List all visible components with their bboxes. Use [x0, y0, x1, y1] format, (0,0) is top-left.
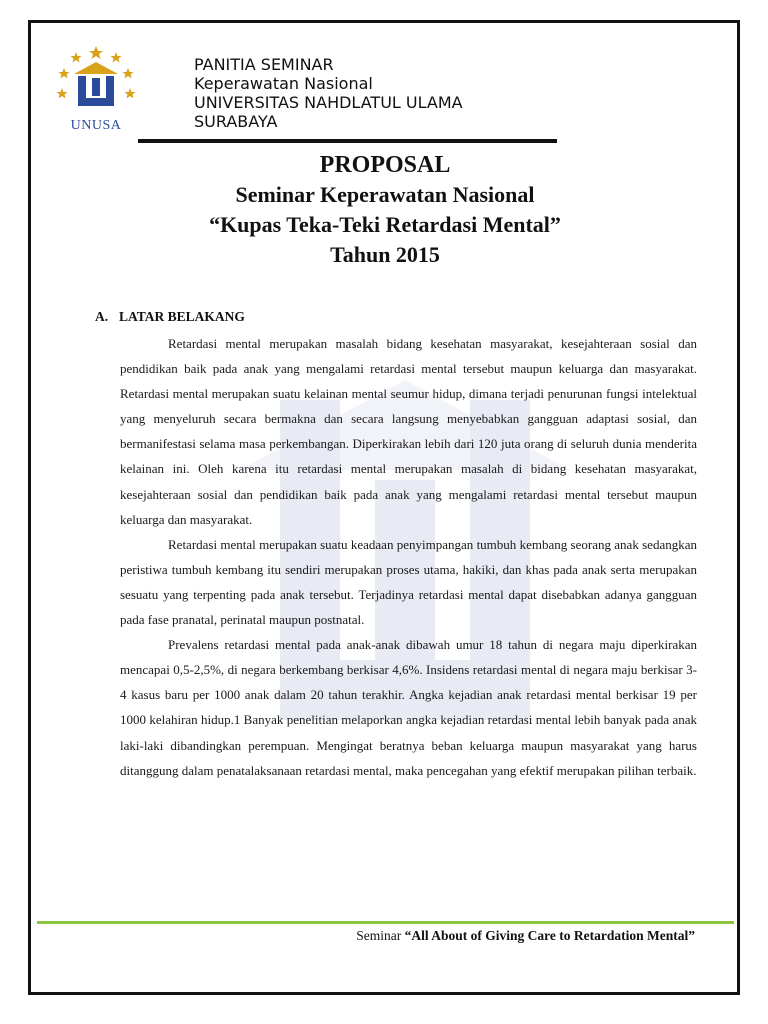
paragraph-1: Retardasi mental merupakan masalah bidang kesehatan masyarakat, kesejahteraan sosial dan pendidikan baik pada anak yang mengalami retardasi mental tersebut maupun keluarga dan masyarakat. Retardasi mental merupakan suatu kelainan mental seumur hidup, dimana terjadi penurunan fungsi intelektual yang menyeluruh secara bermakna dan secara langsung menyebabkan gangguan adaptasi sosial, dan bermanifestasi selama masa perkembangan. Diperkirakan lebih dari 120 juta orang di seluruh dunia menderita kelainan ini. Oleh karena itu retardasi mental merupakan masalah di bidang kesehatan masyarakat, kesejahteraan sosial dan pendidikan baik pada anak yang mengalami retardasi mental tersebut maupun keluarga dan masyarakat. [120, 336, 697, 527]
unusa-emblem-icon [56, 44, 136, 118]
document-title [60, 150, 710, 270]
section-heading [95, 309, 245, 325]
header-line-4: SURABAYA [194, 112, 278, 131]
section-title: LATAR BELAKANG [119, 309, 245, 324]
unusa-logo [56, 44, 136, 136]
title-line-2: Seminar Keperawatan Nasional [235, 182, 535, 207]
title-line-1: PROPOSAL [319, 152, 451, 178]
footer [356, 928, 695, 944]
header-line-3: UNIVERSITAS NAHDLATUL ULAMA [194, 93, 463, 112]
title-line-3: “Kupas Teka-Teki Retardasi Mental” [209, 212, 561, 237]
paragraph-2: Retardasi mental merupakan suatu keadaan penyimpangan tumbuh kembang seorang anak sedangkan peristiwa tumbuh kembang itu sendiri merupakan proses utama, hakiki, dan khas pada anak serta merupakan sesuatu yang terpenting pada anak tersebut. Terjadinya retardasi mental dapat disebabkan adanya gangguan pada fase pranatal, perinatal maupun postnatal. [120, 536, 697, 628]
footer-prefix: Seminar [356, 928, 405, 943]
paragraph-3: Prevalens retardasi mental pada anak-anak dibawah umur 18 tahun di negara maju diperkirakan mencapai 0,5-2,5%, di negara berkembang berkisar 4,6%. Insidens retardasi mental di negara maju berkisar 3-4 kasus baru per 1000 anak dalam 20 tahun terakhir. Angka kejadian anak retardasi mental berkisar 19 per 1000 kelahiran hidup.1 Banyak penelitian melaporkan angka kejadian retardasi mental lebih banyak pada anak laki-laki dibandingkan perempuan. Mengingat beratnya beban keluarga maupun masyarakat yang harus ditanggung dalam penatalaksanaan retardasi mental, maka pencegahan yang efektif merupakan pilihan terbaik. [120, 637, 697, 778]
logo-text: UNUSA [70, 118, 122, 133]
header-divider [138, 139, 557, 143]
header-line-2: Keperawatan Nasional [194, 74, 373, 93]
footer-divider [37, 921, 734, 924]
body-text [120, 331, 697, 783]
footer-quote: “All About of Giving Care to Retardation Mental” [404, 928, 695, 943]
organizer-header [194, 55, 594, 131]
header-line-1: PANITIA SEMINAR [194, 55, 334, 74]
title-line-4: Tahun 2015 [330, 242, 440, 267]
section-letter: A. [95, 309, 109, 324]
